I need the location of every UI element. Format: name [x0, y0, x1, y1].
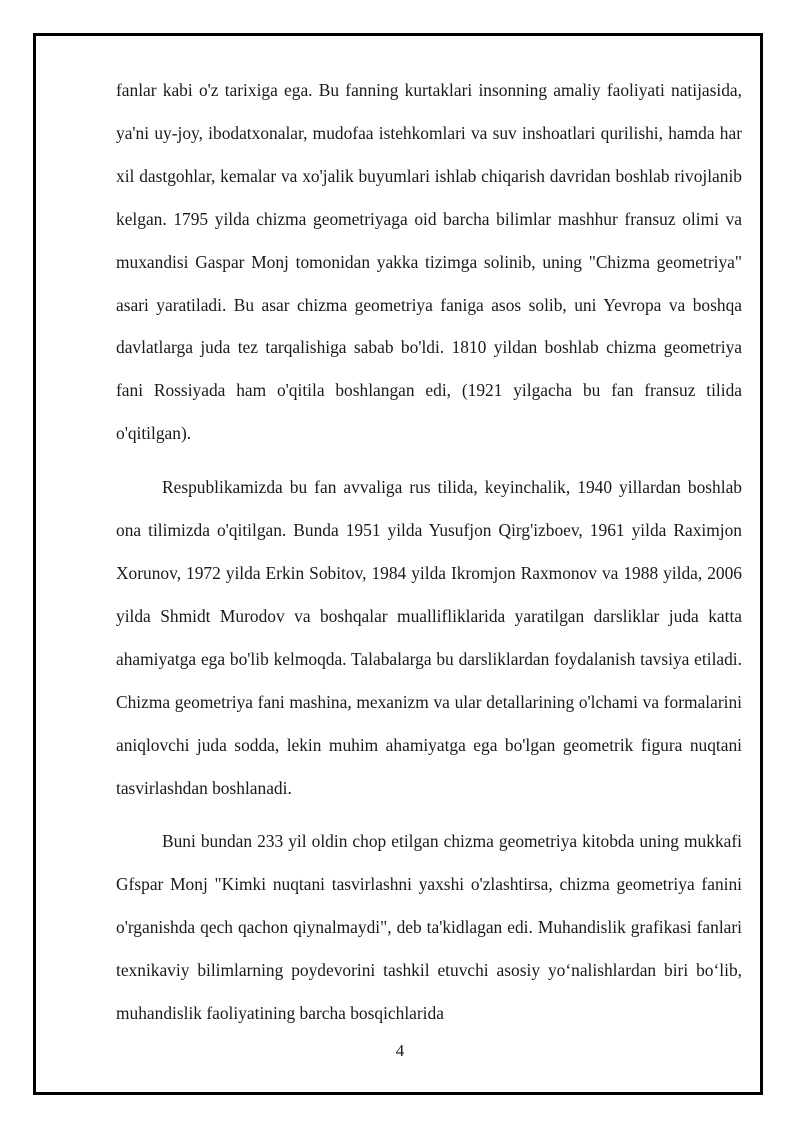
page-number: 4 — [395, 1041, 405, 1060]
document-body — [116, 69, 742, 1035]
paragraph-3: Buni bundan 233 yil oldin chop etilgan chizma geometriya kitobda uning mukkafi Gfspar Monj "Kimki nuqtani tasvirlashni yaxshi o'zlashtirsa, chizma geometriya fanini o'rganishda qech qachon qiynalmaydi", deb ta'kidlagan edi. Muhandislik grafikasi fanlari texnikaviy bilimlarning poydevorini tashkil etuvchi asosiy yo‘nalishlardan biri bo‘lib, muhandislik faoliyatining barcha bosqichlarida — [116, 831, 742, 1024]
paragraph-2: Respublikamizda bu fan avvaliga rus tilida, keyinchalik, 1940 yillardan boshlab ona tilimizda o'qitilgan. Bunda 1951 yilda Yusufjon Qirg'izboev, 1961 yilda Raximjon Xorunov, 1972 yilda Erkin Sobitov, 1984 yilda Ikromjon Raxmonov va 1988 yilda, 2006 yilda Shmidt Murodov va boshqalar muallifliklarida yaratilgan darsliklar juda katta ahamiyatga ega bo'lib kelmoqda. Talabalarga bu darsliklardan foydalanish tavsiya etiladi. Chizma geometriya fani mashina, mexanizm va ular detallarining o'lchami va formalarini aniqlovchi juda sodda, lekin muhim ahamiyatga ega bo'lgan geometrik figura nuqtani tasvirlashdan boshlanadi. — [116, 477, 742, 798]
paragraph-1: fanlar kabi o'z tarixiga ega. Bu fanning kurtaklari insonning amaliy faoliyati natijasida, ya'ni uy-joy, ibodatxonalar, mudofaa istehkomlari va suv inshoatlari qurilishi, hamda har xil dastgohlar, kemalar va xo'jalik buyumlari ishlab chiqarish davridan boshlab rivojlanib kelgan. 1795 yilda chizma geometriyaga oid barcha bilimlar mashhur fransuz olimi va muxandisi Gaspar Monj tomonidan yakka tizimga solinib, uning "Chizma geometriya" asari yaratiladi. Bu asar chizma geometriya faniga asos solib, uni Yevropa va boshqa davlatlarga juda tez tarqalishiga sabab bo'ldi. 1810 yildan boshlab chizma geometriya fani Rossiyada ham o'qitila boshlangan edi, (1921 yilgacha bu fan fransuz tilida o'qitilgan). — [116, 80, 742, 444]
